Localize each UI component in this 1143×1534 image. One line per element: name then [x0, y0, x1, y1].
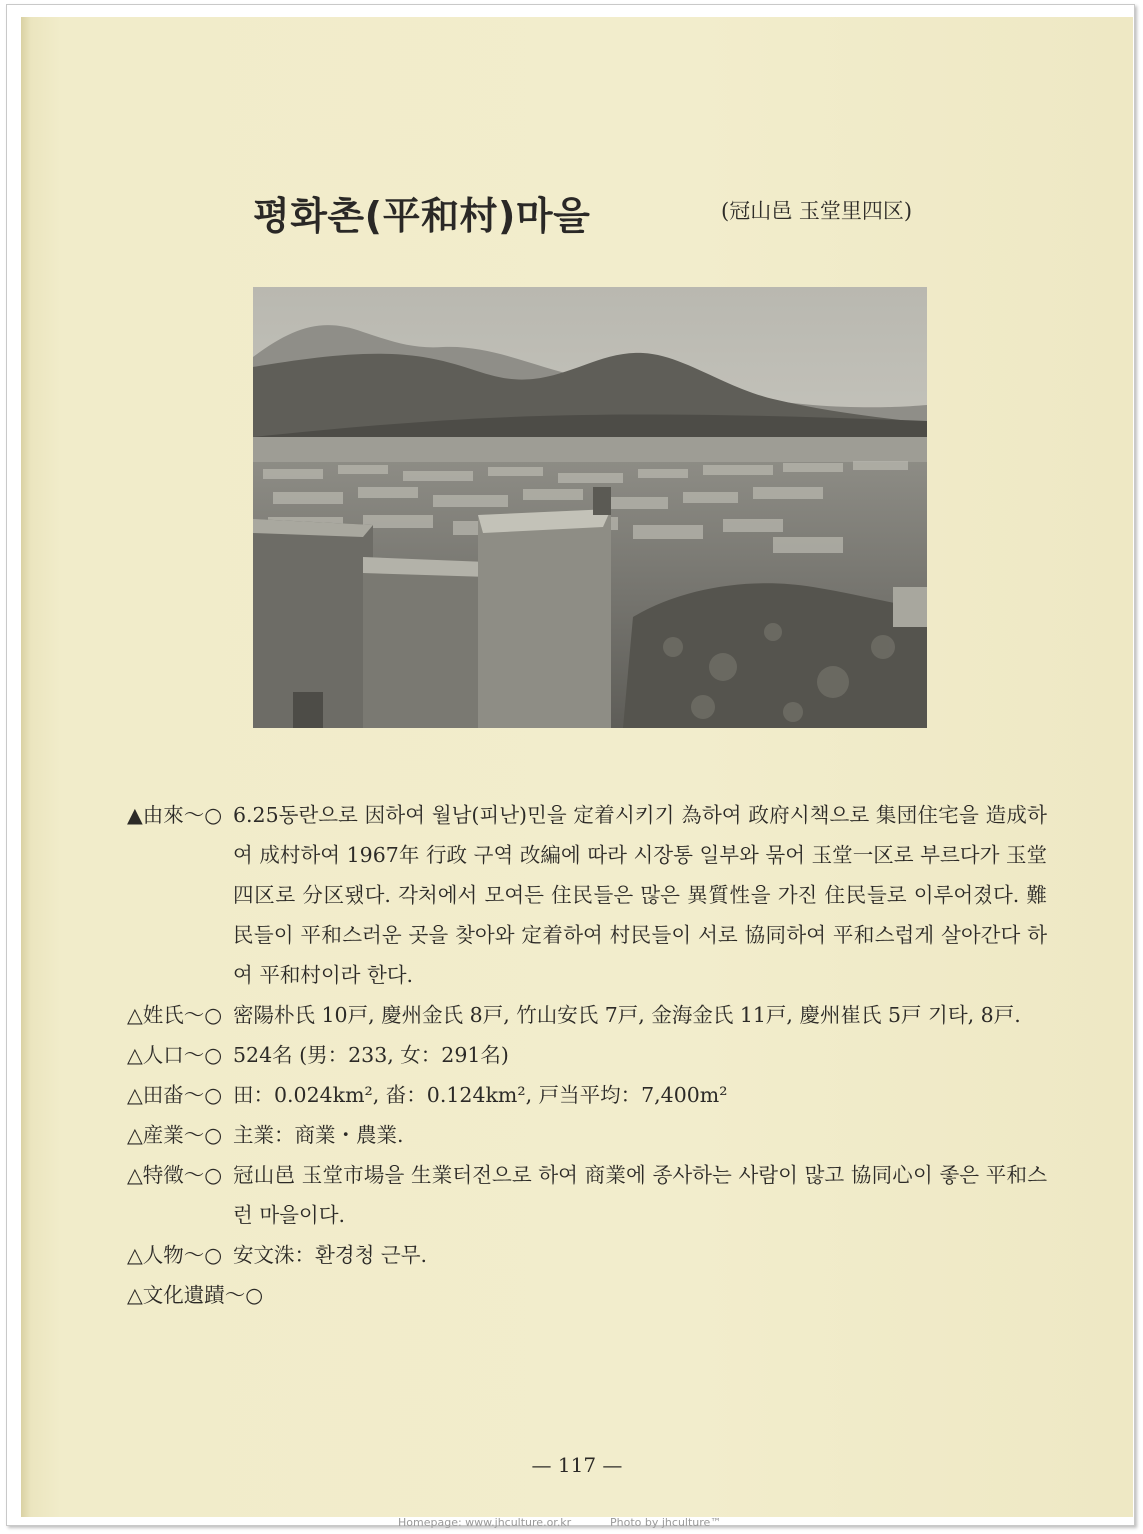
- footer-bar: [0, 1514, 1143, 1534]
- entry-industry: [127, 1115, 1047, 1155]
- photo-right-structure: [893, 587, 927, 627]
- entry-label: △人物～○: [127, 1243, 223, 1267]
- document-frame: [6, 4, 1135, 1526]
- entry-label: △特徵～○: [127, 1163, 223, 1187]
- entry-text: 524名 (男：233, 女：291名): [233, 1043, 509, 1067]
- entry-label: △文化遺蹟～○: [127, 1283, 264, 1307]
- page-title: 평화촌(平和村)마을: [253, 194, 591, 238]
- entry-surnames: [127, 995, 1047, 1035]
- entry-label: △人口～○: [127, 1043, 223, 1067]
- entry-label: △姓氏～○: [127, 1003, 223, 1027]
- entry-population: [127, 1035, 1047, 1075]
- photo-credit: Photo by jhculture™: [610, 1516, 722, 1529]
- homepage-link[interactable]: Homepage: www.jhculture.or.kr: [398, 1516, 572, 1529]
- entry-label: △産業～○: [127, 1123, 223, 1147]
- entry-farmland: [127, 1075, 1047, 1115]
- scanned-page: [21, 17, 1133, 1517]
- location-subtitle: (冠山邑 玉堂里四区): [721, 199, 913, 223]
- entry-text: 密陽朴氏 10戸, 慶州金氏 8戸, 竹山安氏 7戸, 金海金氏 11戸, 慶州崔氏 5戸 기타, 8戸.: [233, 1003, 1021, 1027]
- entry-text: 田：0.024km², 畓：0.124km², 戸当平均：7,400m²: [233, 1083, 728, 1107]
- village-details: [127, 795, 1047, 1307]
- entry-text: 安文洙：환경청 근무.: [233, 1243, 428, 1267]
- entry-text: 主業：商業・農業.: [233, 1123, 404, 1147]
- entry-label: △田畓～○: [127, 1083, 223, 1107]
- entry-origin: [127, 795, 1047, 995]
- entry-notable-people: [127, 1235, 1047, 1275]
- entry-text: 6.25동란으로 因하여 월남(피난)민을 定着시키기 為하여 政府시책으로 集団住宅을 造成하여 成村하여 1967年 行政 구역 改編에 따라 시장통 일부와 묶어 玉堂一区로 부르다가 玉堂四区로 分区됐다. 각처에서 모여든 住民들은 많은 異質性을 가진 住民들로 이루어졌다. 難民들이 平和스러운 곳을 찾아와 定着하여 村民들이 서로 協同하여 平和스럽게 살아간다 하여 平和村이라 한다.: [233, 803, 1047, 987]
- entry-text: 冠山邑 玉堂市場을 生業터전으로 하여 商業에 종사하는 사람이 많고 協同心이 좋은 平和스런 마을이다.: [233, 1163, 1047, 1227]
- entry-features: [127, 1155, 1047, 1235]
- village-landscape-photo: [253, 287, 927, 728]
- entry-label: ▲由來～○: [127, 803, 223, 827]
- page-number: — 117 —: [531, 1453, 623, 1477]
